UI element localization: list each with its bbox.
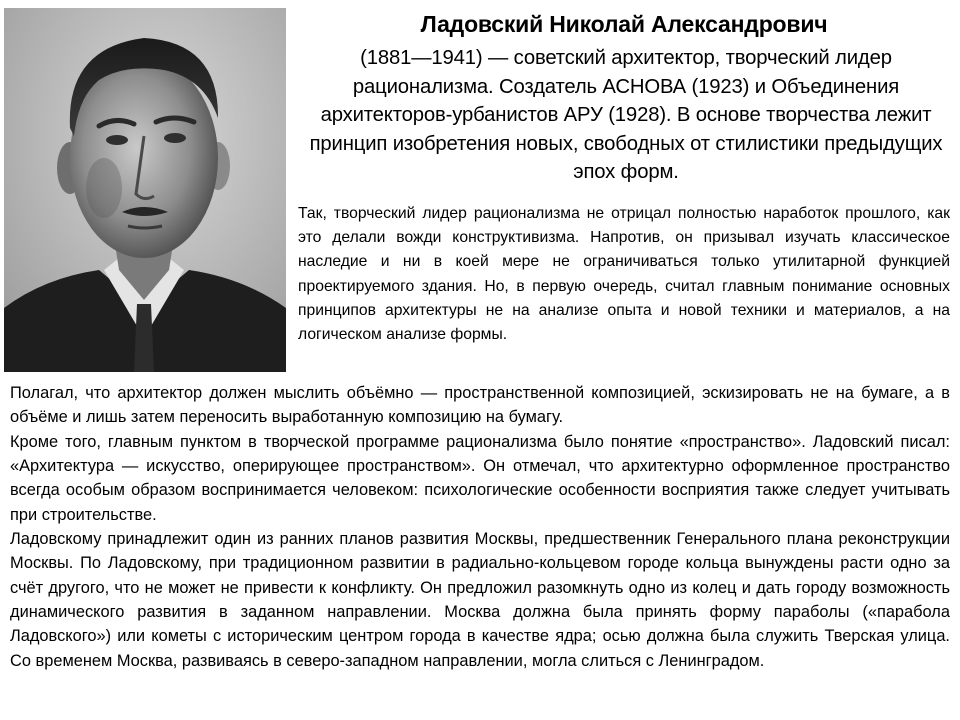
person-name-heading: Ладовский Николай Александрович <box>420 11 828 37</box>
paragraph-space-concept: Кроме того, главным пунктом в творческой программе рационализма было понятие «пространство». Ладовский писал: «Архитектура — искусство, оперирующее пространством». Он отмечал, что архитектурно оформленное пространство всегда особым образом воспринимается человеком: психологические особенности восприятия также следует учитывать при строительстве. <box>10 432 950 524</box>
side-paragraph: Так, творческий лидер рационализма не отрицал полностью наработок прошлого, как это делали вожди конструктивизма. Напротив, он призывал изучать классическое наследие и ни в коей мере не ограничиваться только утилитарной функцией проектируемого здания. Но, в первую очередь, считал главным понимание основных принципов архитектуры не на анализе опыта и новой техники и материалов, а на логическом анализе формы. <box>298 205 950 344</box>
paragraph-volumetric-thinking: Полагал, что архитектор должен мыслить объёмно — пространственной композицией, эскизировать не на бумаге, а в объёме и лишь затем переносить выработанную композицию на бумагу. <box>10 384 950 427</box>
lead-paragraph: (1881—1941) — советский архитектор, творческий лидер рационализма. Создатель АСНОВА (1923) и Объединения архитекторов-урбанистов АРУ (1928). В основе творчества лежит принцип изобретения новых, свободных от стилистики предыдущих эпох форм. <box>309 47 943 183</box>
paragraph-moscow-plan: Ладовскому принадлежит один из ранних планов развития Москвы, предшественник Генерального плана реконструкции Москвы. По Ладовскому, при традиционном развитии в радиально-кольцевом городе кольца вынуждены расти одно за счёт другого, что не может не привести к конфликту. Он предложил разомкнуть одно из колец и дать городу возможность динамического развития в заданном направлении. Москва должна была принять форму параболы («парабола Ладовского») или кометы с историческим центром города в качестве ядра; осью должна была служить Тверская улица. Со временем Москва, развиваясь в северо-западном направлении, могла слиться с Ленинградом. <box>10 530 950 670</box>
portrait-icon <box>4 8 286 372</box>
portrait-photo <box>4 8 286 372</box>
body-text <box>10 381 950 673</box>
